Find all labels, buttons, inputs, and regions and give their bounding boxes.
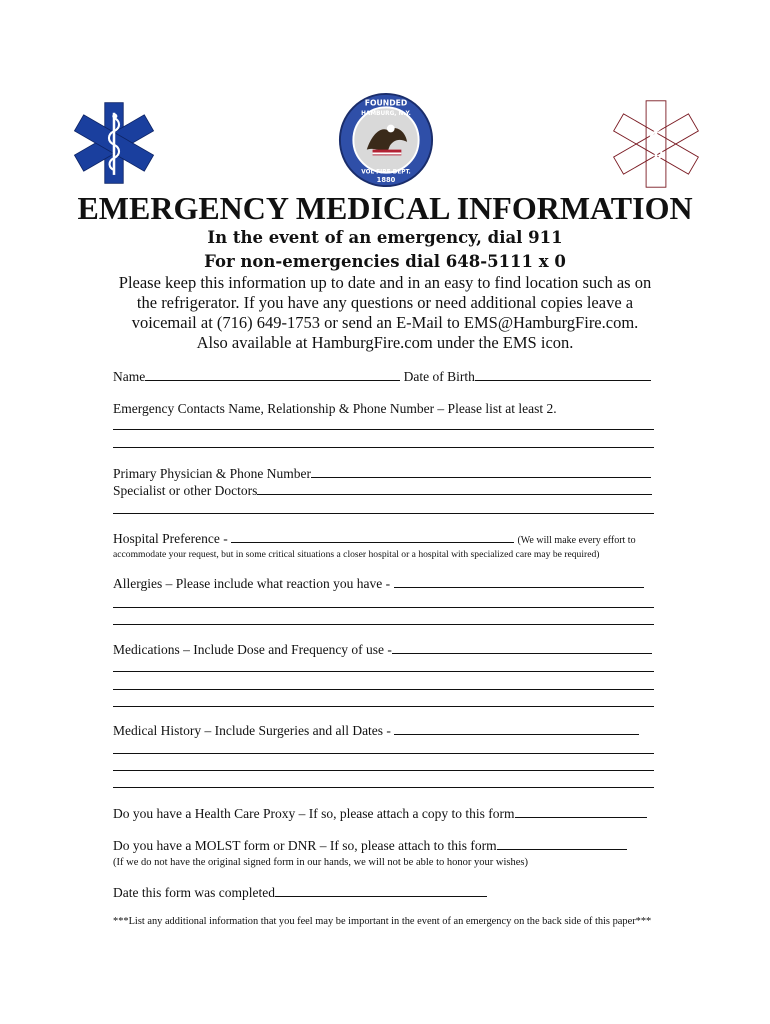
- page-title: EMERGENCY MEDICAL INFORMATION: [77, 190, 693, 226]
- hospital-field[interactable]: [231, 531, 514, 543]
- history-field[interactable]: [394, 723, 639, 735]
- physician-label: Primary Physician & Phone Number: [113, 466, 311, 481]
- intro-line: voicemail at (716) 649-1753 or send an E-Mail to EMS@HamburgFire.com.: [131, 313, 639, 332]
- specialist-row: [113, 483, 652, 499]
- allergies-label: Allergies – Please include what reaction you have -: [113, 576, 394, 591]
- medications-line-3[interactable]: [113, 689, 654, 690]
- history-line-2[interactable]: [113, 753, 654, 754]
- medications-row: [113, 642, 652, 658]
- intro-line: the refrigerator. If you have any questions or need additional copies leave a: [136, 293, 634, 312]
- specialist-label: Specialist or other Doctors: [113, 483, 258, 498]
- dob-label: Date of Birth: [403, 369, 475, 384]
- contacts-line-2[interactable]: [113, 447, 654, 448]
- intro-line: Also available at HamburgFire.com under the EMS icon.: [196, 333, 574, 352]
- non-emergency-dial-line: For non-emergencies dial 648-5111 x 0: [204, 252, 566, 271]
- molst-note: (If we do not have the original signed form in our hands, we will not be able to honor your wishes): [113, 857, 528, 868]
- intro-line: Please keep this information up to date and in an easy to find location such as on: [118, 273, 652, 292]
- hospital-note-2: accommodate your request, but in some critical situations a closer hospital or a hospital with specialized care may be required): [113, 549, 600, 560]
- history-line-4[interactable]: [113, 787, 654, 788]
- medications-label: Medications – Include Dose and Frequency of use -: [113, 642, 392, 657]
- allergies-row: [113, 576, 644, 592]
- date-completed-field[interactable]: [275, 885, 487, 897]
- molst-label: Do you have a MOLST form or DNR – If so, please attach to this form: [113, 838, 497, 853]
- seal-mid-text: HAMBURG, N.Y.: [361, 111, 411, 118]
- specialist-line-2[interactable]: [113, 513, 654, 514]
- flag-star-of-life-icon: [611, 98, 701, 190]
- medications-field[interactable]: [392, 642, 652, 654]
- name-field[interactable]: [145, 369, 400, 381]
- hospital-note: (We will make every effort to: [517, 535, 636, 546]
- history-label: Medical History – Include Surgeries and all Dates -: [113, 723, 395, 738]
- medications-line-2[interactable]: [113, 671, 654, 672]
- name-dob-row: [113, 369, 651, 385]
- molst-row: [113, 838, 627, 854]
- medications-line-4[interactable]: [113, 706, 654, 707]
- seal-year-text: 1880: [376, 176, 396, 185]
- specialist-field[interactable]: [257, 483, 652, 495]
- proxy-row: [113, 806, 647, 822]
- molst-field[interactable]: [497, 838, 627, 850]
- date-completed-row: [113, 885, 487, 901]
- proxy-label: Do you have a Health Care Proxy – If so, please attach a copy to this form: [113, 806, 515, 821]
- physician-row: [113, 466, 651, 482]
- contacts-label: Emergency Contacts Name, Relationship & Phone Number – Please list at least 2.: [113, 401, 557, 416]
- name-label: Name: [113, 369, 146, 384]
- allergies-line-2[interactable]: [113, 607, 654, 608]
- emergency-dial-line: In the event of an emergency, dial 911: [207, 228, 563, 247]
- dob-field[interactable]: [475, 369, 651, 381]
- date-completed-label: Date this form was completed: [113, 885, 275, 900]
- allergies-field[interactable]: [394, 576, 644, 588]
- back-side-note: ***List any additional information that you feel may be important in the event of an emergency on the back side of this paper***: [113, 916, 652, 927]
- seal-top-text: FOUNDED: [364, 98, 408, 108]
- allergies-line-3[interactable]: [113, 624, 654, 625]
- star-of-life-icon: [72, 98, 156, 188]
- proxy-field[interactable]: [515, 806, 647, 818]
- history-row: [113, 723, 639, 739]
- fire-department-seal-icon: [338, 92, 434, 188]
- contacts-line-1[interactable]: [113, 429, 654, 430]
- hospital-label: Hospital Preference -: [113, 531, 232, 546]
- physician-field[interactable]: [311, 466, 651, 478]
- seal-bottom-text: VOL FIRE DEPT.: [361, 169, 411, 176]
- history-line-3[interactable]: [113, 770, 654, 771]
